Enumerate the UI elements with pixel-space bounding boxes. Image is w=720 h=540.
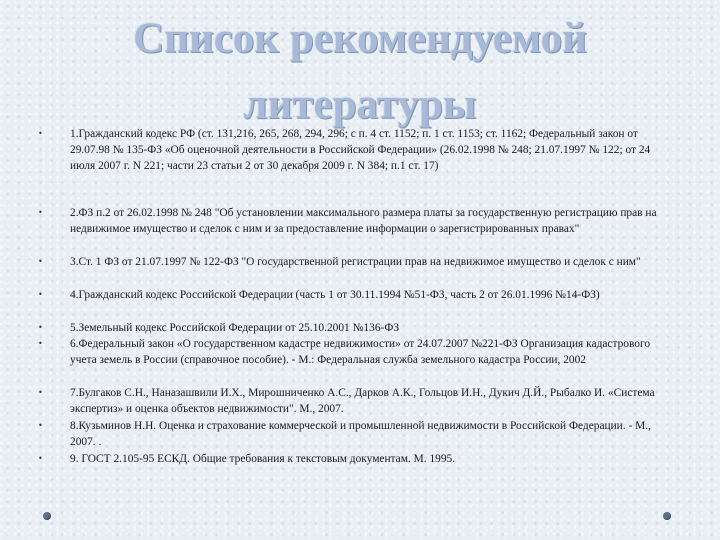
list-item-text: 5.Земельный кодекс Российской Федерации от 25.10.2001 №136-ФЗ	[70, 322, 400, 334]
bullet-icon: •	[38, 339, 43, 348]
bullet-icon: •	[38, 323, 43, 332]
reference-list	[38, 126, 678, 467]
bullet-icon: •	[38, 388, 43, 397]
slide-title	[60, 6, 660, 138]
list-item	[38, 287, 678, 320]
bullet-icon: •	[38, 208, 43, 217]
bullet-icon: •	[38, 290, 43, 299]
list-item-text: 3.Ст. 1 ФЗ от 21.07.1997 № 122-ФЗ "О государственной регистрации прав на недвижимое имущество и сделок с ним"	[70, 256, 641, 268]
decorative-dot-icon	[43, 512, 51, 520]
list-item-text: 7.Булгаков С.Н., Наназашвили И.Х., Мирошниченко А.С., Дарков А.К., Гольцов И.Н., Дукич Д.Й., Рыбалко И. «Система экспертиз» и оценка объектов недвижимости". М., 2007.	[70, 387, 655, 416]
list-item	[38, 418, 678, 451]
list-item	[38, 254, 678, 287]
list-item	[38, 451, 678, 467]
title-line-1: Список рекомендуемой	[133, 15, 587, 62]
title-line-2: литературы	[243, 81, 477, 128]
list-item	[38, 126, 678, 205]
bullet-icon: •	[38, 129, 43, 138]
bullet-icon: •	[38, 454, 43, 463]
list-item-text: 4.Гражданский кодекс Российской Федерации (часть 1 от 30.11.1994 №51-ФЗ, часть 2 от 26.01.1996 №14-ФЗ)	[70, 289, 600, 301]
list-item-text: 1.Гражданский кодекс РФ (ст. 131,216, 265, 268, 294, 296; с п. 4 ст. 1152; п. 1 ст. 1153; ст. 1162; Федеральный закон от 29.07.98 № 135-ФЗ «Об оценочной деятельности в Российской Федерации» (26.02.1998 № 248; 21.07.1997 № 122; от 24 июля 2007 г. N 221; части 23 статьи 2 от 30 декабря 2009 г. N 384; п.1 ст. 17)	[70, 128, 651, 173]
list-item	[38, 385, 678, 418]
list-item	[38, 336, 678, 385]
decorative-dot-icon	[663, 512, 671, 520]
list-item-text: 9. ГОСТ 2.105-95 ЕСКД. Общие требования к текстовым документам. М. 1995.	[70, 453, 456, 465]
list-item	[38, 320, 678, 336]
list-item-text: 6.Федеральный закон «О государственном кадастре недвижимости» от 24.07.2007 №221-ФЗ Организация кадастрового учета земель в России (справочное пособие). - М.: Федеральная служба земельного кадастра России, 2002	[70, 338, 651, 367]
bullet-icon: •	[38, 421, 43, 430]
bullet-icon: •	[38, 257, 43, 266]
list-item	[38, 205, 678, 254]
list-item-text: 8.Кузьминов Н.Н. Оценка и страхование коммерческой и промышленной недвижимости в Российской Федерации. - М., 2007. .	[70, 420, 651, 449]
list-item-text: 2.ФЗ п.2 от 26.02.1998 № 248 "Об установлении максимального размера платы за государственную регистрацию прав на недвижимое имущество и сделок с ним и за предоставление информации о зарегистрированных правах"	[70, 207, 657, 236]
